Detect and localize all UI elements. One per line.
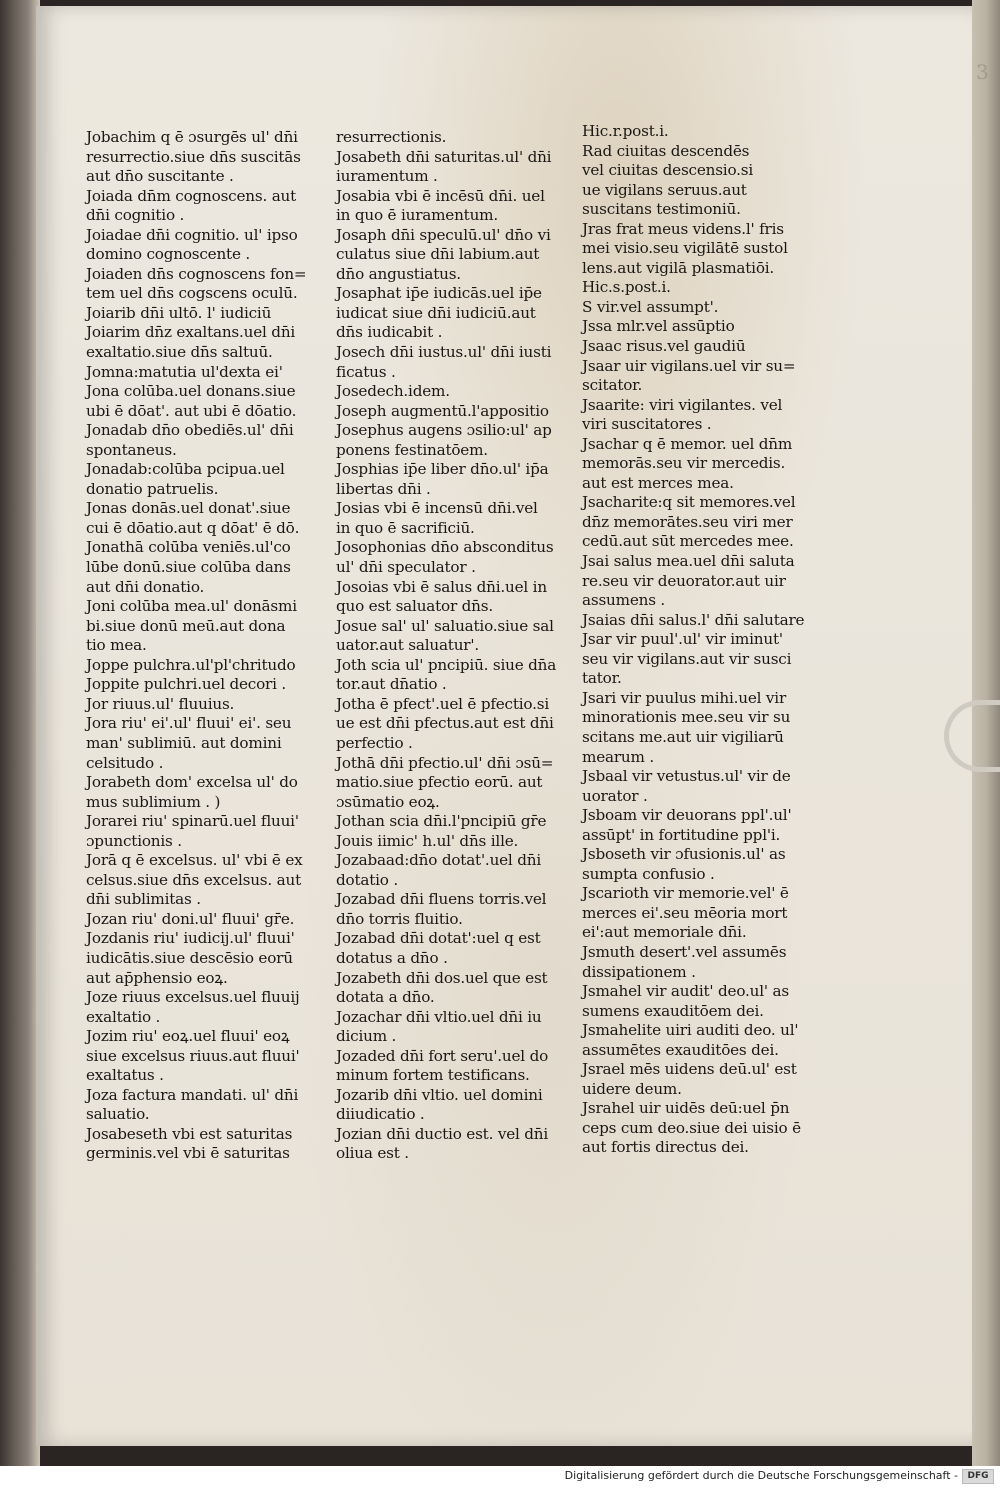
text-line: Josias vbi ē incensū dn̄i.vel	[336, 499, 538, 518]
text-line: Joppe pulchra.ul'pl'chritudo	[86, 655, 296, 674]
page-number: 3	[976, 60, 989, 84]
text-line: Jozabaad:dn̄o dotat'.uel dn̄i	[336, 851, 541, 870]
text-line: Joiadae dn̄i cognitio. ul' ipso	[86, 225, 298, 244]
text-line: Joze riuus excelsus.uel fluuij	[86, 988, 300, 1007]
text-line: Joiarim dn̄z exaltans.uel dn̄i	[86, 323, 296, 342]
text-line: Jscarioth vir memorie.vel' ē	[582, 884, 789, 903]
text-line: Joth scia ul' pncipiū. siue dn̄a	[336, 655, 557, 674]
text-line: domino cognoscente .	[86, 245, 250, 264]
text-line: Jsrahel uir uidēs deū:uel p̄n	[582, 1099, 790, 1118]
text-line: Joiarib dn̄i ultō. l' iudiciū	[86, 303, 272, 322]
text-line: ceps cum deo.siue dei uisio ē	[582, 1118, 801, 1137]
footer-credit: Digitalisierung gefördert durch die Deutsche Forschungsgemeinschaft -	[564, 1469, 958, 1482]
text-line: mus sublimium . )	[86, 792, 221, 811]
text-line: re.seu vir deuorator.aut uir	[582, 571, 786, 590]
text-line: tio mea.	[86, 636, 147, 655]
text-line: Rad ciuitas descendēs	[582, 141, 750, 160]
text-line: lens.aut vigilā plasmatiōi.	[582, 258, 775, 277]
text-line: Jsacharite:q sit memores.vel	[582, 493, 796, 512]
text-line: Joiaden dn̄s cognoscens fon=	[86, 264, 307, 283]
text-line: Jsaac risus.vel gaudiū	[582, 337, 746, 356]
text-line: Josabia vbi ē incēsū dn̄i. uel	[336, 186, 545, 205]
text-line: dn̄i sublimitas .	[86, 890, 201, 909]
text-line: dn̄z memorātes.seu viri mer	[582, 512, 793, 531]
text-line: memorās.seu vir mercedis.	[582, 454, 786, 473]
text-line: Jsaarite: viri vigilantes. vel	[582, 395, 783, 414]
text-line: ubi ē dōat'. aut ubi ē dōatio.	[86, 401, 297, 420]
text-line: Jothan scia dn̄i.l'pncipiū gr̄e	[336, 812, 547, 831]
text-line: Jobachim q ē ɔsurgēs ul' dn̄i	[86, 128, 298, 146]
text-line: sumens exauditōem dei.	[582, 1001, 764, 1020]
text-line: exaltatio.siue dn̄s saltuū.	[86, 343, 273, 362]
text-line: Joseph augmentū.l'appositio	[336, 401, 549, 420]
text-line: quo est saluator dn̄s.	[336, 597, 493, 616]
text-line: assumētes exauditōes dei.	[582, 1040, 779, 1059]
text-line: Jsachar q ē memor. uel dn̄m	[582, 434, 793, 453]
text-line: scitator.	[582, 376, 643, 395]
text-line: Jozaded dn̄i fort seru'.uel do	[336, 1046, 549, 1065]
footer-bar	[0, 1466, 1000, 1488]
text-column-1	[86, 128, 306, 1164]
text-line: diiudicatio .	[336, 1105, 425, 1124]
text-line: Jsmahel vir audit' deo.ul' as	[582, 982, 789, 1001]
text-line: ɔpunctionis .	[86, 831, 182, 850]
text-line: Josabeseth vbi est saturitas	[86, 1124, 293, 1143]
text-line: viri suscitatores .	[582, 415, 712, 434]
text-line: Jotha ē pfect'.uel ē pfectio.si	[336, 694, 549, 713]
text-line: Jsrael mēs uidens deū.ul' est	[582, 1060, 797, 1079]
text-line: Josaph dn̄i speculū.ul' dn̄o vi	[336, 225, 551, 244]
text-line: perfectio .	[336, 733, 413, 752]
text-line: cedū.aut sūt mercedes mee.	[582, 532, 794, 551]
text-line: minorationis mee.seu vir su	[582, 708, 791, 727]
text-line: assūpt' in fortitudine ppl'i.	[582, 825, 781, 844]
text-line: Jonathā colūba veniēs.ul'co	[86, 538, 291, 557]
text-line: dissipationem .	[582, 962, 696, 981]
text-line: ul' dn̄i speculator .	[336, 558, 476, 577]
text-line: aut ap̄phensio eoꝝ.	[86, 968, 228, 987]
text-line: oliua est .	[336, 1144, 409, 1163]
text-line: resurrectionis.	[336, 128, 447, 146]
text-line: uator.aut saluatur'.	[336, 636, 479, 655]
text-line: dicium .	[336, 1027, 397, 1046]
text-line: Jorarei riu' spinarū.uel fluui'	[86, 812, 299, 831]
text-line: culatus siue dn̄i labium.aut	[336, 245, 540, 264]
text-line: ponens festinatōem.	[336, 440, 488, 459]
text-line: uorator .	[582, 786, 648, 805]
text-line: ue vigilans seruus.aut	[582, 180, 747, 199]
text-line: vel ciuitas descensio.si	[582, 161, 754, 180]
text-line: ue est dn̄i pfectus.aut est dn̄i	[336, 714, 554, 733]
text-line: S vir.vel assumpt'.	[582, 297, 719, 316]
text-line: minum fortem testificans.	[336, 1066, 530, 1085]
text-line: Jozabad dn̄i fluens torris.vel	[336, 890, 547, 909]
text-line: Josue sal' ul' saluatio.siue sal	[336, 616, 554, 635]
text-line: Josephus augens ɔsilio:ul' ap	[336, 421, 552, 440]
text-line: mei visio.seu vigilātē sustol	[582, 239, 788, 258]
text-line: scitans me.aut uir vigiliarū	[582, 727, 784, 746]
text-line: spontaneus.	[86, 440, 177, 459]
text-line: dn̄o angustiatus.	[336, 264, 461, 283]
text-line: libertas dn̄i .	[336, 479, 431, 498]
text-line: exaltatio .	[86, 1007, 161, 1026]
text-line: dotata a dn̄o.	[336, 988, 435, 1007]
text-line: Jsmuth desert'.vel assumēs	[582, 942, 787, 961]
text-line: Jozabeth dn̄i dos.uel que est	[336, 968, 548, 987]
text-line: Josaphat ip̄e iudicās.uel ip̄e	[336, 284, 542, 303]
text-line: Jozan riu' doni.ul' fluui' gr̄e.	[86, 909, 295, 928]
text-line: resurrectio.siue dn̄s suscitās	[86, 147, 301, 166]
text-line: ɔsūmatio eoꝝ.	[336, 792, 440, 811]
text-line: Jssa mlr.vel assūptio	[582, 317, 735, 336]
text-line: Jozabad dn̄i dotat':uel q est	[336, 929, 541, 948]
text-line: suscitans testimoniū.	[582, 200, 741, 219]
text-line: Jsbaal vir vetustus.ul' vir de	[582, 767, 791, 786]
text-line: aut est merces mea.	[582, 473, 734, 492]
text-line: bi.siue donū meū.aut dona	[86, 616, 286, 635]
text-line: Josphias ip̄e liber dn̄o.ul' ip̄a	[336, 460, 549, 479]
text-line: dotatus a dn̄o .	[336, 948, 448, 967]
text-line: Jsai salus mea.uel dn̄i saluta	[582, 552, 795, 571]
book-binding	[0, 0, 40, 1466]
text-line: Jsar vir puul'.ul' vir iminut'	[582, 630, 783, 649]
text-line: Jsari vir puulus mihi.uel vir	[582, 688, 787, 707]
text-line: Jozarib dn̄i vltio. uel domini	[336, 1085, 543, 1104]
text-line: assumens .	[582, 591, 666, 610]
text-line: man' sublimiū. aut domini	[86, 733, 282, 752]
text-line: Jonadab dn̄o obediēs.ul' dn̄i	[86, 421, 294, 440]
text-line: Josoias vbi ē salus dn̄i.uel in	[336, 577, 547, 596]
text-line: Jomna:matutia ul'dexta ei'	[86, 362, 283, 381]
text-line: Jozim riu' eoꝝ.uel fluui' eoꝝ	[86, 1027, 290, 1046]
text-line: aut dn̄o suscitante .	[86, 167, 234, 186]
text-line: aut fortis directus dei.	[582, 1138, 749, 1157]
text-line: germinis.vel vbi ē saturitas	[86, 1144, 290, 1163]
text-line: dotatio .	[336, 870, 398, 889]
text-line: Jonadab:colūba pcipua.uel	[86, 460, 285, 479]
text-line: Joni colūba mea.ul' donāsmi	[86, 597, 297, 616]
text-line: Joiada dn̄m cognoscens. aut	[86, 186, 297, 205]
text-line: in quo ē iuramentum.	[336, 206, 498, 225]
text-line: exaltatus .	[86, 1066, 164, 1085]
text-line: Jona colūba.uel donans.siue	[86, 382, 296, 401]
text-line: cui ē dōatio.aut q dōat' ē dō.	[86, 518, 300, 537]
text-line: Jorabeth dom' excelsa ul' do	[86, 773, 298, 792]
text-line: saluatio.	[86, 1105, 150, 1124]
text-column-2	[336, 128, 556, 1164]
text-line: celsitudo .	[86, 753, 164, 772]
text-line: ei':aut memoriale dn̄i.	[582, 923, 747, 942]
text-line: Jsboseth vir ɔfusionis.ul' as	[582, 845, 786, 864]
text-line: Jothā dn̄i pfectio.ul' dn̄i ɔsū=	[336, 753, 554, 772]
text-line: Jonas donās.uel donat'.siue	[86, 499, 291, 518]
text-line: iudicātis.siue descēsio eorū	[86, 948, 293, 967]
text-line: in quo ē sacrificiū.	[336, 518, 475, 537]
text-line: dn̄o torris fluitio.	[336, 909, 463, 928]
text-line: Joza factura mandati. ul' dn̄i	[86, 1085, 299, 1104]
text-line: ficatus .	[336, 362, 396, 381]
text-line: tator.	[582, 669, 622, 688]
text-line: donatio patruelis.	[86, 479, 219, 498]
text-line: Josabeth dn̄i saturitas.ul' dn̄i	[336, 147, 552, 166]
text-line: aut dn̄i donatio.	[86, 577, 205, 596]
text-line: merces ei'.seu mēoria mort	[582, 903, 788, 922]
text-line: dn̄s iudicabit .	[336, 323, 443, 342]
dfg-logo: DFG	[962, 1469, 994, 1484]
text-line: Josophonias dn̄o absconditus	[336, 538, 554, 557]
text-line: Josech dn̄i iustus.ul' dn̄i iusti	[336, 343, 552, 362]
text-line: lūbe donū.siue colūba dans	[86, 558, 291, 577]
text-line: Hic.s.post.i.	[582, 278, 671, 297]
text-line: Hic.r.post.i.	[582, 122, 669, 140]
text-line: Jsboam vir deuorans ppl'.ul'	[582, 806, 792, 825]
text-line: uidere deum.	[582, 1079, 682, 1098]
text-line: Jsmahelite uiri auditi deo. ul'	[582, 1021, 799, 1040]
text-column-3	[582, 122, 804, 1158]
text-line: celsus.siue dn̄s excelsus. aut	[86, 870, 301, 889]
text-line: mearum .	[582, 747, 654, 766]
text-line: matio.siue pfectio eorū. aut	[336, 773, 543, 792]
text-line: Jorā q ē excelsus. ul' vbi ē ex	[86, 851, 303, 870]
text-line: Jsaar uir vigilans.uel vir su=	[582, 356, 796, 375]
text-line: Josedech.idem.	[336, 382, 450, 401]
text-line: Jouis iimic' h.ul' dn̄s ille.	[336, 831, 519, 850]
text-line: Jozdanis riu' iudicij.ul' fluui'	[86, 929, 295, 948]
text-line: iuramentum .	[336, 167, 438, 186]
text-line: siue excelsus riuus.aut fluui'	[86, 1046, 300, 1065]
text-line: seu vir vigilans.aut vir susci	[582, 649, 792, 668]
text-line: Jsaias dn̄i salus.l' dn̄i salutare	[582, 610, 805, 629]
text-line: sumpta confusio .	[582, 864, 715, 883]
text-line: Jras frat meus videns.l' fris	[582, 219, 784, 238]
text-line: Jor riuus.ul' fluuius.	[86, 694, 235, 713]
text-line: Jozian dn̄i ductio est. vel dn̄i	[336, 1124, 549, 1143]
text-line: Jora riu' ei'.ul' fluui' ei'. seu	[86, 714, 292, 733]
text-line: tem uel dn̄s cogscens oculū.	[86, 284, 298, 303]
text-line: tor.aut dn̄atio .	[336, 675, 447, 694]
text-line: iudicat siue dn̄i iudiciū.aut	[336, 303, 536, 322]
text-line: dn̄i cognitio .	[86, 206, 185, 225]
text-line: Jozachar dn̄i vltio.uel dn̄i iu	[336, 1007, 542, 1026]
text-line: Joppite pulchri.uel decori .	[86, 675, 287, 694]
